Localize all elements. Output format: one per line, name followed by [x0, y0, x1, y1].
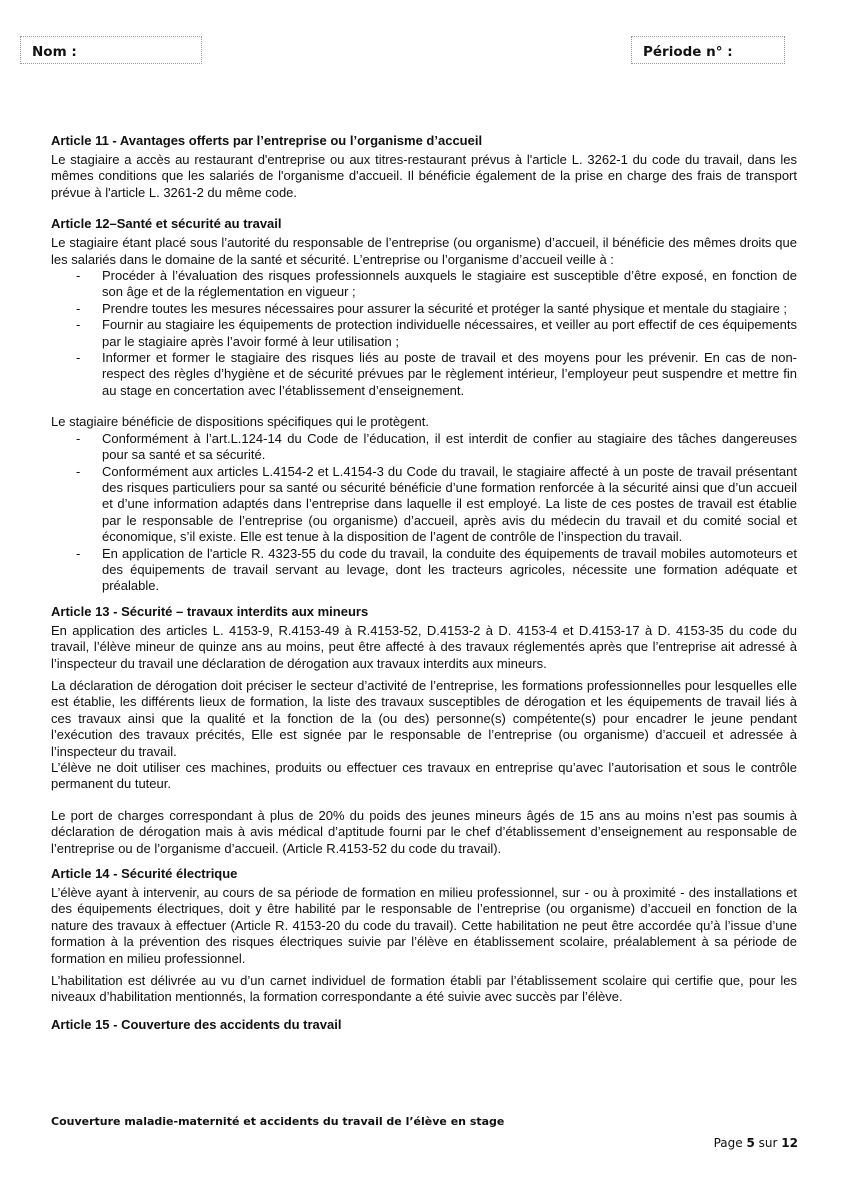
article-12-title: Article 12–Santé et sécurité au travail — [51, 216, 282, 232]
article-12-paragraph-2: Le stagiaire bénéficie de dispositions spécifiques qui le protègent. — [51, 414, 429, 430]
document-body — [51, 133, 797, 1036]
article-14-title: Article 14 - Sécurité électrique — [51, 866, 238, 882]
name-field-box — [20, 36, 202, 64]
list-item: - Prendre toutes les mesures nécessaires pour assurer la sécurité et protéger la santé physique et mentale du stagiaire ; — [76, 300, 788, 316]
list-item: - Informer et former le stagiaire des risques liés au poste de travail et des moyens pour les prévenir. En cas de non-respect des règles d’hygiène et de sécurité prévues par le règlement intérieur, l’employeur peut suspendre et mettre fin au stage en concertation avec l’établissement d’enseignement. — [76, 350, 797, 398]
page-separator: sur — [758, 1136, 778, 1150]
article-12 — [51, 216, 797, 595]
article-13-paragraph-4: Le port de charges correspondant à plus de 20% du poids des jeunes mineurs âgés de 15 ans au moins n’est pas soumis à déclaration de dérogation mais à avis médical d’aptitude fourni par le chef d’établissement d’enseignement au responsable de l’entreprise ou de l’organisme d’accueil. (Article R.4153-52 du code du travail). — [51, 807, 797, 856]
article-14 — [51, 866, 797, 1006]
footer-title: Couverture maladie-maternité et accidents du travail de l’élève en stage — [51, 1115, 505, 1128]
list-item-text: Conformément aux articles L.4154-2 et L.4154-3 du Code du travail, le stagiaire affecté à un poste de travail présentant des risques particuliers pour sa santé ou sécurité bénéficie d’une formation renforcée à la sécurité ainsi que d’un accueil et d’une information adaptés dans l’entreprise dans laquelle il est employé. La liste de ces postes de travail est établie par le responsable de l’entreprise (ou organisme) d’accueil, après avis du médecin du travail et du comité social et économique, s’il existe. Elle est tenue à la disposition de l’agent de contrôle de l’inspection du travail. — [102, 463, 797, 545]
article-11-title: Article 11 - Avantages offerts par l’entreprise ou l’organisme d’accueil — [51, 133, 483, 148]
page-total: 12 — [781, 1136, 798, 1150]
article-13-paragraph-3: L’élève ne doit utiliser ces machines, produits ou effectuer ces travaux en entreprise qu’avec l’autorisation et sous le contrôle permanent du tuteur. — [51, 760, 797, 792]
list-item: - Fournir au stagiaire les équipements de protection individuelle nécessaires, et veiller au port effectif de ces équipements par le stagiaire après l’avoir formé à leur utilisation ; — [76, 317, 797, 349]
page-number — [714, 1136, 798, 1150]
article-11 — [51, 133, 797, 201]
list-item: - En application de l'article R. 4323-55 du code du travail, la conduite des équipements de travail mobiles automoteurs et des équipements de travail servant au levage, dont les tracteurs agricoles, nécessite une formation adéquate et préalable. — [76, 545, 797, 594]
article-14-paragraph-2: L’habilitation est délivrée au vu d’un carnet individuel de formation établi par l’établissement scolaire qui certifie que, pour les niveaux d’habilitation mentionnés, la formation correspondante a été suivie avec succès par l’élève. — [51, 973, 797, 1005]
list-item: - Conformément à l’art.L.124-14 du Code de l’éducation, il est interdit de confier au stagiaire des tâches dangereuses pour sa santé et sa sécurité. — [76, 430, 797, 463]
list-item-text: En application de l'article R. 4323-55 du code du travail, la conduite des équipements de travail mobiles automoteurs et des équipements de travail servant au levage, dont les tracteurs agricoles, nécessite une formation adéquate et préalable. — [102, 545, 797, 594]
list-item-text: Fournir au stagiaire les équipements de protection individuelle nécessaires, et veiller au port effectif de ces équipements par le stagiaire après l’avoir formé à leur utilisation ; — [102, 317, 797, 349]
list-item: - Conformément aux articles L.4154-2 et L.4154-3 du Code du travail, le stagiaire affecté à un poste de travail présentant des risques particuliers pour sa santé ou sécurité bénéficie d’une formation renforcée à la sécurité ainsi que d’un accueil et d’une information adaptés dans l’entreprise dans laquelle il est employé. La liste de ces postes de travail est établie par le responsable de l’entreprise (ou organisme) d’accueil, après avis du médecin du travail et du comité social et économique, s’il existe. Elle est tenue à la disposition de l’agent de contrôle de l’inspection du travail. — [76, 463, 797, 545]
article-12-paragraph: Le stagiaire étant placé sous l’autorité du responsable de l’entreprise (ou organisme) d’accueil, il bénéficie des mêmes droits que les salariés dans le domaine de la santé et sécurité. L’entreprise ou l’organisme d’accueil veille à : — [51, 235, 797, 267]
page-prefix: Page — [713, 1136, 743, 1150]
period-field-box — [631, 36, 785, 64]
article-12-list — [51, 268, 797, 399]
article-13 — [51, 604, 797, 857]
list-item-text: Informer et former le stagiaire des risques liés au poste de travail et des moyens pour les prévenir. En cas de non-respect des règles d’hygiène et de sécurité prévues par le règlement intérieur, l’employeur peut suspendre et mettre fin au stage en concertation avec l’établissement d’enseignement. — [102, 350, 797, 398]
page-current: 5 — [746, 1136, 755, 1150]
article-14-paragraph: L’élève ayant à intervenir, au cours de sa période de formation en milieu professionnel, sur - ou à proximité - des installations et des équipements électriques, doit y être habilité par le responsable de l’entreprise (ou organisme) d’accueil en fonction de la nature des travaux à effectuer (Article R. 4153-20 du code du travail). Cette habilitation ne peut être accordée qu’à l’issue d’une formation à la prévention des risques électriques suivie par l’élève en établissement scolaire, préalablement à sa période de formation en milieu professionnel. — [51, 885, 797, 966]
article-11-paragraph: Le stagiaire a accès au restaurant d'entreprise ou aux titres-restaurant prévus à l'article L. 3262-1 du code du travail, dans les mêmes conditions que les salariés de l'organisme d'accueil. Il bénéficie également de la prise en charge des frais de transport prévue à l'article L. 3261-2 du même code. — [51, 152, 797, 200]
article-13-paragraph-2: La déclaration de dérogation doit préciser le secteur d’activité de l’entreprise, les formations professionnelles pour lesquelles elle est établie, les différents lieux de formation, la liste des travaux susceptibles de dérogation et les équipements de travail liés à ces travaux ainsi que la qualité et la fonction de la (ou des) personne(s) compétente(s) pour encadrer le jeune pendant l’exécution des travaux précités, Elle est signée par le responsable de l’entreprise (ou organisme) d’accueil et adressée à l’inspecteur du travail. — [51, 677, 797, 759]
article-12-list-2 — [51, 431, 797, 595]
list-item: - Procéder à l’évaluation des risques professionnels auxquels le stagiaire est susceptible d’être exposé, en fonction de son âge et de la réglementation en vigueur ; — [76, 268, 797, 300]
article-15 — [51, 1017, 797, 1033]
list-item-text: Procéder à l’évaluation des risques professionnels auxquels le stagiaire est susceptible d’être exposé, en fonction de son âge et de la réglementation en vigueur ; — [102, 268, 797, 300]
list-item-text: Conformément à l’art.L.124-14 du Code de l’éducation, il est interdit de confier au stagiaire des tâches dangereuses pour sa santé et sa sécurité. — [102, 430, 797, 463]
period-label: Période n° : — [643, 44, 733, 60]
article-13-paragraph: En application des articles L. 4153-9, R.4153-49 à R.4153-52, D.4153-2 à D. 4153-4 et D.4153-17 à D. 4153-35 du code du travail, l’élève mineur de quinze ans au moins, peut être affecté à des travaux réglementés après que l’entreprise ait adressé à l’inspecteur du travail une déclaration de dérogation aux travaux interdits aux mineurs. — [51, 622, 797, 671]
article-15-title: Article 15 - Couverture des accidents du travail — [51, 1016, 342, 1032]
name-label: Nom : — [32, 44, 77, 60]
list-item-text: Prendre toutes les mesures nécessaires pour assurer la sécurité et protéger la santé physique et mentale du stagiaire ; — [102, 300, 788, 316]
article-13-title: Article 13 - Sécurité – travaux interdits aux mineurs — [51, 603, 369, 619]
